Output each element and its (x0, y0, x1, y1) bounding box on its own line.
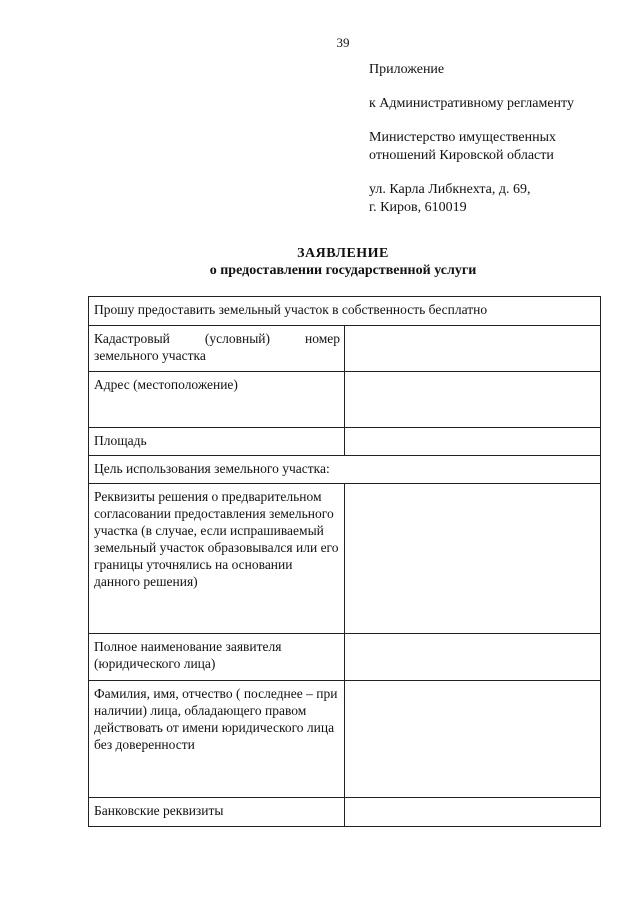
applicant-value[interactable] (345, 634, 600, 654)
request-text: Прошу предоставить земельный участок в собственность бесплатно (89, 297, 601, 326)
application-form-table (88, 296, 601, 827)
document-title (0, 245, 640, 279)
form-row-request (89, 297, 601, 326)
area-value-field[interactable] (345, 428, 601, 456)
ministry-address: ул. Карла Либкнехта, д. 69, г. Киров, 610019 (369, 182, 531, 215)
address-label: Адрес (местоположение) (89, 372, 345, 428)
representative-value[interactable] (345, 681, 600, 701)
form-row-representative (89, 681, 601, 798)
page-number: 39 (336, 35, 350, 50)
addressee-block (369, 61, 631, 233)
decision-value[interactable] (345, 484, 600, 504)
form-row-bank (89, 798, 601, 827)
form-row-cadastral (89, 326, 601, 372)
regulation-reference: к Административному регламенту (369, 96, 574, 111)
address-value-field[interactable] (345, 372, 601, 428)
address-value[interactable] (345, 372, 600, 392)
decision-value-field[interactable] (345, 484, 601, 634)
area-label: Площадь (89, 428, 345, 456)
representative-label: Фамилия, имя, отчество ( последнее – при наличии) лица, обладающего правом действовать от имени юридического лица без доверенности (89, 681, 345, 798)
purpose-label: Цель использования земельного участка: (89, 456, 601, 484)
bank-value-field[interactable] (345, 798, 601, 827)
form-row-applicant (89, 634, 601, 681)
cadastral-label-line-2: земельного участка (94, 348, 206, 363)
form-row-purpose (89, 456, 601, 484)
area-value[interactable] (345, 428, 600, 448)
applicant-value-field[interactable] (345, 634, 601, 681)
bank-value[interactable] (345, 798, 600, 818)
appendix-label: Приложение (369, 62, 445, 77)
decision-label: Реквизиты решения о предварительном согласовании предоставления земельного участка (в случае, если испрашиваемый земельный участок образовывался или его границы уточнялись на основании данного решения) (89, 484, 345, 634)
ministry-name: Министерство имущественных отношений Кировской области (369, 130, 556, 163)
form-row-decision (89, 484, 601, 634)
cadastral-value-field[interactable] (345, 326, 601, 372)
cadastral-label (89, 326, 345, 372)
bank-label: Банковские реквизиты (89, 798, 345, 827)
cadastral-label-line-1: Кадастровый (условный) номер (94, 331, 340, 346)
form-row-area (89, 428, 601, 456)
form-row-address (89, 372, 601, 428)
title-main: ЗАЯВЛЕНИЕ (297, 246, 389, 261)
cadastral-value[interactable] (345, 326, 600, 346)
representative-value-field[interactable] (345, 681, 601, 798)
title-subtitle: о предоставлении государственной услуги (209, 263, 477, 278)
applicant-label: Полное наименование заявителя (юридического лица) (89, 634, 345, 681)
